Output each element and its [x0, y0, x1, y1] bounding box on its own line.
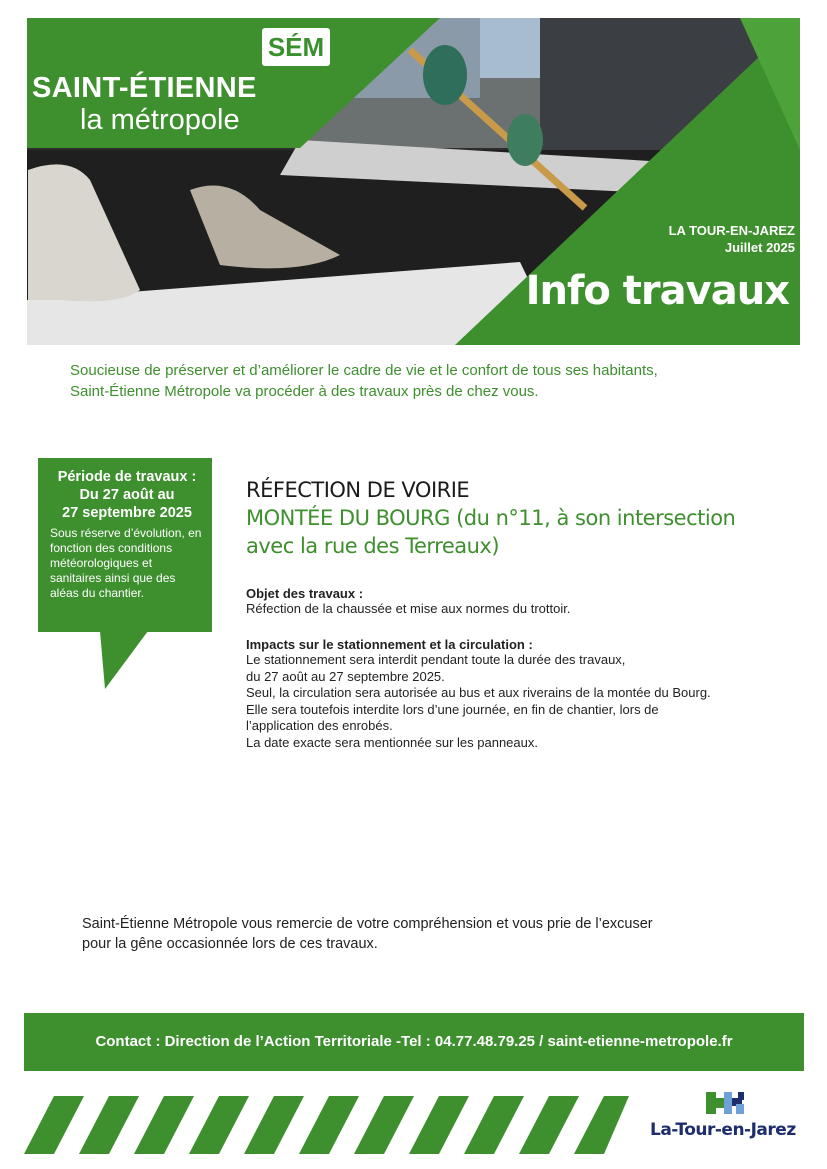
period-dates-line: Du 27 août au [79, 487, 175, 503]
logo-title: SAINT-ÉTIENNE [32, 72, 257, 104]
impacts-line: Elle sera toutefois interdite lors d’une journée, en fin de chantier, lors de [246, 701, 659, 717]
works-subtitle-line: MONTÉE DU BOURG (du n°11, à son intersection [246, 506, 736, 530]
page-title: Info travaux [525, 268, 789, 314]
impacts-line: La date exacte sera mentionnée sur les panneaux. [246, 734, 538, 750]
works-subtitle-line: avec la rue des Terreaux) [246, 534, 500, 558]
impacts-heading: Impacts sur le stationnement et la circulation : [246, 637, 533, 652]
intro-line: Saint-Étienne Métropole va procéder à des travaux près de chez vous. [70, 383, 539, 400]
object-text: Réfection de la chaussée et mise aux normes du trottoir. [246, 601, 571, 616]
header-location-date [669, 222, 795, 256]
impacts-line: l’application des enrobés. [246, 718, 393, 733]
period-callout [38, 458, 212, 632]
sem-logo-badge: SÉM [262, 28, 330, 66]
header-location: LA TOUR-EN-JAREZ [668, 223, 795, 238]
impacts-text [246, 652, 786, 751]
intro-text [70, 360, 770, 402]
period-note: Sous réserve d’évolution, en fonction des conditions météorologiques et sanitaires ainsi que des aléas du chantier. [50, 526, 202, 600]
town-name: La-Tour-en-Jarez [650, 1120, 796, 1140]
thanks-text [82, 914, 772, 954]
impacts-line: Le stationnement sera interdit pendant toute la durée des travaux, [246, 652, 626, 667]
callout-tail [100, 631, 160, 691]
works-subtitle [246, 504, 786, 560]
hazard-stripes-decoration [24, 1096, 634, 1154]
intro-line: Soucieuse de préserver et d’améliorer le cadre de vie et le confort de tous ses habitants, [70, 362, 658, 379]
header-date: Juillet 2025 [724, 240, 795, 255]
object-heading: Objet des travaux : [246, 586, 364, 601]
header-banner [0, 0, 827, 345]
contact-bar: Contact : Direction de l’Action Territoriale -Tel : 04.77.48.79.25 / saint-etienne-metropole.fr [24, 1013, 804, 1071]
works-title: RÉFECTION DE VOIRIE [246, 478, 470, 502]
period-heading: Période de travaux : [57, 469, 197, 485]
thanks-line: pour la gêne occasionnée lors de ces travaux. [82, 936, 378, 952]
logo-subtitle: la métropole [80, 104, 240, 136]
impacts-line: du 27 août au 27 septembre 2025. [246, 668, 445, 684]
works-details [246, 478, 786, 751]
thanks-line: Saint-Étienne Métropole vous remercie de votre compréhension et vous prie de l’excuser [82, 916, 653, 932]
impacts-line: Seul, la circulation sera autorisée au bus et aux riverains de la montée du Bourg. [246, 685, 711, 700]
period-dates-line: 27 septembre 2025 [62, 505, 192, 521]
